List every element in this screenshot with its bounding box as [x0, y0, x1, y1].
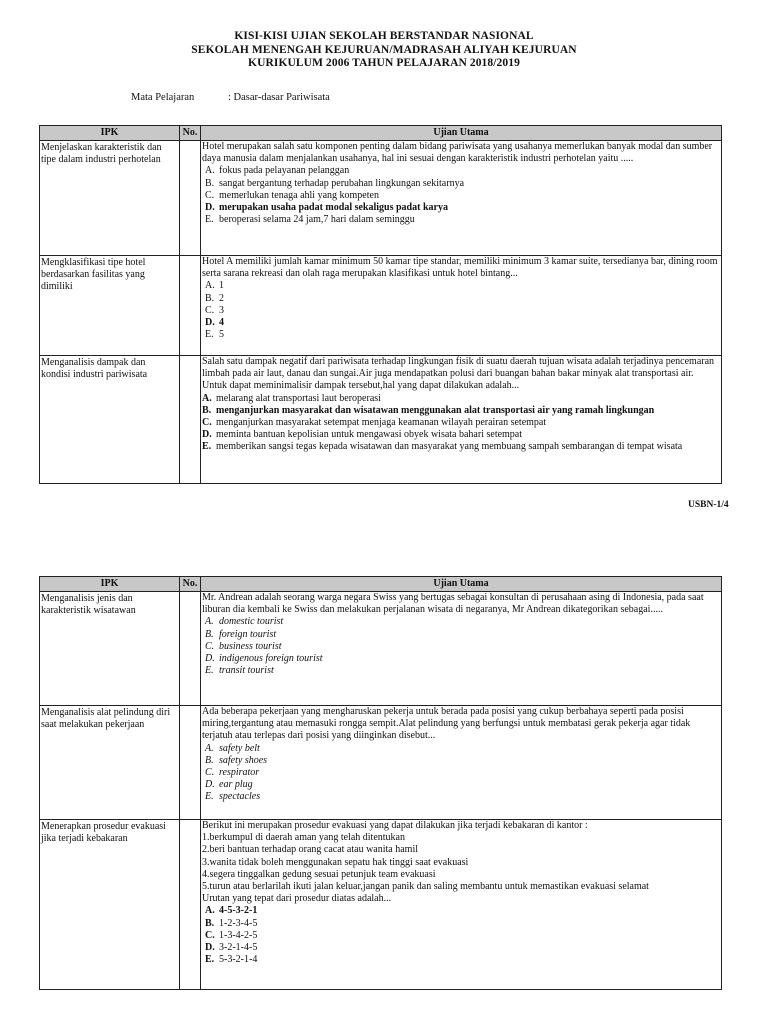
table-row	[40, 256, 722, 356]
option-a: A. safety belt	[205, 742, 260, 754]
no-cell	[180, 256, 201, 356]
table-row	[40, 141, 722, 256]
option-a: A. domestic tourist	[205, 616, 284, 628]
subject-value: : Dasar-dasar Pariwisata	[228, 92, 330, 103]
subject-label: Mata Pelajaran	[131, 92, 195, 103]
option-d: D. meminta bantuan kepolisian untuk mengawasi obyek wisata bahari setempat	[202, 429, 523, 441]
option-b: B. 1-2-3-4-5	[205, 917, 258, 929]
question-text: Ada beberapa pekerjaan yang mengharuskan pekerja untuk berada pada posisi yang cukup berbahaya seperti pada posisi miring,tergantung atau memasuki rongga sempit.Alat pelindung yang berfungsi untuk membatasi gerak pekerja agar tidak terjatuh atau terlepas dari posisi yang diinginkan disebut...	[202, 706, 691, 742]
option-a: A. melarang alat transportasi laut beroperasi	[202, 392, 381, 404]
col-header-ipk: IPK	[40, 577, 180, 592]
table-row	[40, 820, 722, 990]
subject-line	[131, 92, 330, 103]
option-c: C. memerlukan tenaga ahli yang kompeten	[205, 189, 379, 201]
option-d-correct: D. merupakan usaha padat modal sekaligus padat karya	[205, 202, 448, 214]
table-row	[40, 706, 722, 820]
no-cell	[180, 141, 201, 256]
question-cell	[201, 141, 722, 256]
col-header-no: No.	[180, 577, 201, 592]
ipk-cell: Menganalisis dampak dan kondisi industri pariwisata	[40, 356, 180, 484]
col-header-ujian: Ujian Utama	[201, 126, 722, 141]
table-row	[40, 592, 722, 706]
question-cell	[201, 820, 722, 990]
step-5: 5.turun atau berlarilah ikuti jalan keluar,jangan panik dan saling membantu untuk memastikan evakuasi selamat	[202, 881, 649, 893]
step-3: 3.wanita tidak boleh menggunakan sepatu hak tinggi saat evakuasi	[202, 856, 469, 868]
question-cell	[201, 356, 722, 484]
option-b: B. sangat bergantung terhadap perubahan lingkungan sekitarnya	[205, 177, 465, 189]
option-d-correct: D. 4	[205, 317, 224, 329]
header-title-line2: SEKOLAH MENENGAH KEJURUAN/MADRASAH ALIYAH KEJURUAN	[191, 43, 577, 56]
col-header-ujian: Ujian Utama	[201, 577, 722, 592]
option-e: E. beroperasi selama 24 jam,7 hari dalam seminggu	[205, 214, 415, 226]
table-header-row	[40, 577, 722, 592]
document-header	[0, 30, 768, 71]
question-cell	[201, 592, 722, 706]
option-b: B. safety shoes	[205, 754, 268, 766]
ipk-cell: Menganalisis alat pelindung diri saat melakukan pekerjaan	[40, 706, 180, 820]
question-text: Hotel A memiliki jumlah kamar minimum 50 kamar tipe standar, memiliki minimum 3 kamar suite, tersedianya bar, dining room serta sarana rekreasi dan olah raga merupakan klasifikasi untuk hotel bintang...	[202, 256, 718, 280]
ipk-cell: Menerapkan prosedur evakuasi jika terjadi kebakaran	[40, 820, 180, 990]
option-d: D. 3-2-1-4-5	[205, 942, 258, 954]
option-e: E. memberikan sangsi tegas kepada wisatawan dan masyarakat yang membuang sampah sembarangan di tempat wisata	[202, 441, 683, 453]
question-cell	[201, 706, 722, 820]
no-cell	[180, 592, 201, 706]
col-header-ipk: IPK	[40, 126, 180, 141]
page-number: USBN-1/4	[688, 500, 729, 510]
option-c: C. respirator	[205, 767, 260, 779]
option-d: D. indigenous foreign tourist	[205, 653, 323, 665]
question-text-2: Urutan yang tepat dari prosedur diatas adalah...	[202, 893, 392, 905]
option-e: E. spectacles	[205, 791, 261, 803]
question-text: Hotel merupakan salah satu komponen penting dalam bidang pariwisata yang usahanya memerlukan banyak modal dan sumber daya manusia dalam menjalankan usahanya, hal ini sesuai dengan karakteristik industri perhotelan yaitu .....	[202, 141, 713, 165]
question-text: Mr. Andrean adalah seorang warga negara Swiss yang bertugas sebagai konsultan di perusahaan asing di Indonesia, pada saat liburan dia kembali ke Swiss dan melakukan perjalanan wisata di negaranya, Mr Andrean dikategorikan sebagai.....	[202, 592, 704, 616]
option-a: A. fokus pada pelayanan pelanggan	[205, 165, 350, 177]
table-header-row	[40, 126, 722, 141]
no-cell	[180, 706, 201, 820]
option-b-correct: B. menganjurkan masyarakat dan wisatawan menggunakan alat transportasi air yang ramah lingkungan	[202, 404, 655, 416]
question-table-1	[39, 125, 722, 484]
header-title-line3: KURIKULUM 2006 TAHUN PELAJARAN 2018/2019	[248, 57, 520, 69]
step-2: 2.beri bantuan terhadap orang cacat atau wanita hamil	[202, 844, 419, 856]
ipk-cell: Mengklasifikasi tipe hotel berdasarkan fasilitas yang dimiliki	[40, 256, 180, 356]
step-1: 1.berkumpul di daerah aman yang telah ditentukan	[202, 832, 405, 844]
option-c: C. 3	[205, 304, 224, 316]
option-e: E. transit tourist	[205, 665, 274, 677]
step-4: 4.segera tinggalkan gedung sesuai petunjuk team evakuasi	[202, 868, 436, 880]
option-c: C. business tourist	[205, 640, 282, 652]
table-row	[40, 356, 722, 484]
ipk-cell: Menjelaskan karakteristik dan tipe dalam industri perhotelan	[40, 141, 180, 256]
question-text: Salah satu dampak negatif dari pariwisata terhadap lingkungan fisik di suatu daerah tujuan wisata adalah terjadinya pencemaran limbah pada air laut, danau dan sungai.Air juga mendapatkan polusi dari buangan bahan bakar minyak alat transportasi air. Untuk dapat meminimalisir dampak tersebut,hal yang dapat dilakukan adalah...	[202, 356, 715, 392]
option-c: C. menganjurkan masyarakat setempat menjaga keamanan wilayah perairan setempat	[202, 417, 547, 429]
no-cell	[180, 820, 201, 990]
option-d: D. ear plug	[205, 779, 253, 791]
option-a-correct: A. 4-5-3-2-1	[205, 905, 258, 917]
question-text: Berikut ini merupakan prosedur evakuasi yang dapat dilakukan jika terjadi kebakaran di kantor :	[202, 820, 588, 831]
no-cell	[180, 356, 201, 484]
question-table-2	[39, 576, 722, 990]
question-cell	[201, 256, 722, 356]
option-c: C. 1-3-4-2-5	[205, 929, 258, 941]
ipk-cell: Menganalisis jenis dan karakteristik wisatawan	[40, 592, 180, 706]
option-a: A. 1	[205, 280, 224, 292]
option-b: B. 2	[205, 292, 224, 304]
option-e: E. 5	[205, 329, 224, 341]
option-e: E. 5-3-2-1-4	[205, 954, 258, 966]
header-title-line1: KISI-KISI UJIAN SEKOLAH BERSTANDAR NASIONAL	[234, 30, 534, 42]
option-b: B. foreign tourist	[205, 628, 277, 640]
col-header-no: No.	[180, 126, 201, 141]
